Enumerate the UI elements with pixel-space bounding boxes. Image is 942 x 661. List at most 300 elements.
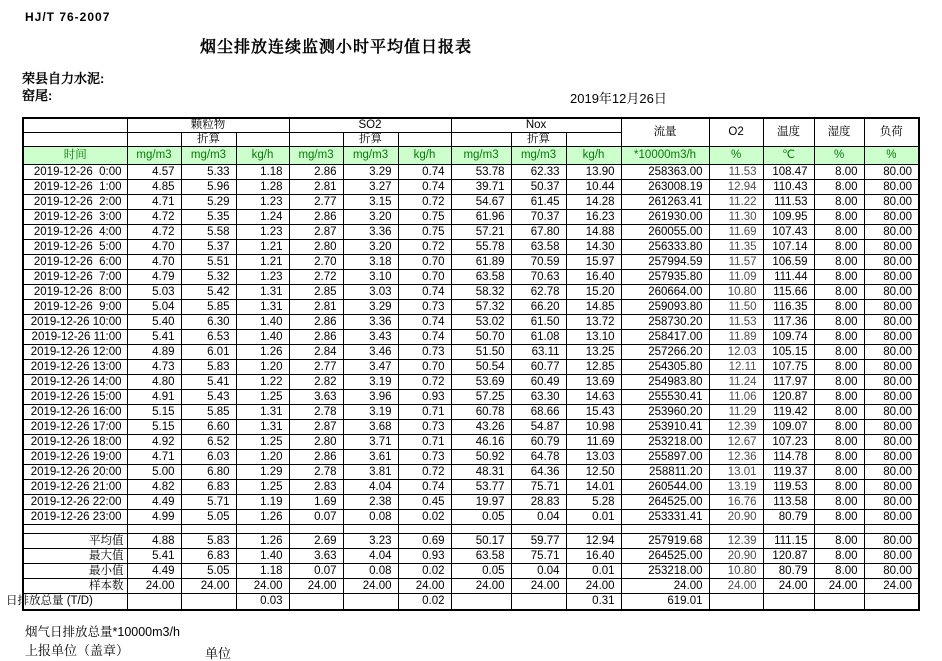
cell-so2_mg_m3: 2.81: [289, 300, 343, 315]
cell-load: 80.00: [864, 534, 919, 549]
cell-nox_mg_m3: 53.02: [451, 315, 511, 330]
cell-temperature: 120.87: [763, 549, 814, 564]
cell-temperature: 114.78: [763, 450, 814, 465]
flue-gas-total-label: 烟气日排放总量*10000m3/h: [25, 625, 180, 639]
cell-nox_mg_m3: 53.78: [451, 165, 511, 180]
cell-pm_converted_mg_m3: 5.85: [181, 300, 236, 315]
cell-temperature: 119.42: [763, 405, 814, 420]
cell-pm_converted_mg_m3: 5.35: [181, 210, 236, 225]
cell-load: 80.00: [864, 330, 919, 345]
cell-so2_kg_h: 0.71: [398, 405, 451, 420]
cell-pm_converted_mg_m3: 6.80: [181, 465, 236, 480]
cell-temperature: 24.00: [763, 579, 814, 594]
cell-so2_mg_m3: 2.72: [289, 270, 343, 285]
cell-pm_mg_m3: 5.15: [127, 405, 181, 420]
cell-nox_mg_m3: 39.71: [451, 180, 511, 195]
cell-nox_kg_h: 13.72: [566, 315, 621, 330]
cell-o2: 12.67: [709, 435, 763, 450]
cell-nox_mg_m3: 60.78: [451, 405, 511, 420]
cell-so2_mg_m3: 0.07: [289, 510, 343, 525]
cell-pm_kg_h: 1.26: [236, 510, 289, 525]
cell-so2_mg_m3: 2.81: [289, 180, 343, 195]
cell-so2_mg_m3: 2.82: [289, 375, 343, 390]
units-row: [23, 147, 919, 165]
cell-pm_kg_h: 24.00: [236, 579, 289, 594]
table-row: [23, 195, 919, 210]
cell-o2: 12.11: [709, 360, 763, 375]
cell-time: 2019-12-26 5:00: [23, 240, 127, 255]
cell-humidity: 8.00: [814, 435, 864, 450]
unit-pm-kgh: kg/h: [236, 147, 289, 165]
cell-so2_mg_m3: 2.86: [289, 450, 343, 465]
unit-pm-mg: mg/m3: [127, 147, 181, 165]
cell-load: 80.00: [864, 165, 919, 180]
table-row: [23, 465, 919, 480]
cell-so2_kg_h: 0.70: [398, 360, 451, 375]
cell-humidity: 8.00: [814, 225, 864, 240]
cell-so2_mg_m3: 2.86: [289, 315, 343, 330]
cell-o2: 11.53: [709, 165, 763, 180]
cell-pm_kg_h: 1.28: [236, 180, 289, 195]
cell-pm_mg_m3: [127, 594, 181, 611]
cell-load: 80.00: [864, 240, 919, 255]
table-row: [23, 495, 919, 510]
cell-pm_kg_h: 1.26: [236, 345, 289, 360]
cell-nox_kg_h: 15.43: [566, 405, 621, 420]
table-row: [23, 330, 919, 345]
cell-pm_kg_h: 1.40: [236, 549, 289, 564]
cell-so2_mg_m3: 2.69: [289, 534, 343, 549]
cell-nox_kg_h: 0.01: [566, 564, 621, 579]
table-row: [23, 360, 919, 375]
cell-o2: 10.80: [709, 285, 763, 300]
cell-pm_kg_h: 1.25: [236, 390, 289, 405]
cell-nox_converted_mg_m3: 61.50: [511, 315, 566, 330]
cell-nox_converted_mg_m3: 64.36: [511, 465, 566, 480]
cell-time: 2019-12-26 4:00: [23, 225, 127, 240]
cell-humidity: 8.00: [814, 300, 864, 315]
cell-nox_mg_m3: 50.54: [451, 360, 511, 375]
cell-nox_kg_h: 14.28: [566, 195, 621, 210]
empty-cell: [451, 133, 511, 147]
cell-so2_mg_m3: 2.77: [289, 195, 343, 210]
table-row: [23, 375, 919, 390]
cell-pm_kg_h: 1.20: [236, 360, 289, 375]
cell-so2_converted_mg_m3: 2.38: [343, 495, 398, 510]
cell-nox_mg_m3: 51.50: [451, 345, 511, 360]
cell-temperature: 117.97: [763, 375, 814, 390]
cell-so2_kg_h: 24.00: [398, 579, 451, 594]
cell-nox_mg_m3: 50.92: [451, 450, 511, 465]
cell-pm_kg_h: 1.40: [236, 315, 289, 330]
cell-nox_mg_m3: 57.25: [451, 390, 511, 405]
cell-time: 2019-12-26 7:00: [23, 270, 127, 285]
cell-time: 2019-12-26 11:00: [23, 330, 127, 345]
cell-pm_kg_h: 1.29: [236, 465, 289, 480]
cell-time: 2019-12-26 6:00: [23, 255, 127, 270]
cell-nox_converted_mg_m3: 63.58: [511, 240, 566, 255]
cell-temperature: 107.23: [763, 435, 814, 450]
cell-so2_converted_mg_m3: 3.27: [343, 180, 398, 195]
cell-so2_kg_h: 0.73: [398, 300, 451, 315]
cell-pm_converted_mg_m3: 6.30: [181, 315, 236, 330]
cell-time: 2019-12-26 17:00: [23, 420, 127, 435]
summary-row-label: 最小值: [23, 564, 127, 579]
cell-nox_converted_mg_m3: 70.59: [511, 255, 566, 270]
cell-humidity: 8.00: [814, 405, 864, 420]
cell-pm_mg_m3: 4.92: [127, 435, 181, 450]
cell-load: 80.00: [864, 285, 919, 300]
cell-temperature: 120.87: [763, 390, 814, 405]
cell-flow: 254305.80: [621, 360, 709, 375]
cell-nox_converted_mg_m3: 63.11: [511, 345, 566, 360]
cell-pm_kg_h: 1.23: [236, 225, 289, 240]
cell-nox_converted_mg_m3: 75.71: [511, 549, 566, 564]
header-so2: SO2: [289, 118, 451, 133]
cell-pm_converted_mg_m3: 6.03: [181, 450, 236, 465]
cell-nox_kg_h: 13.90: [566, 165, 621, 180]
cell-pm_mg_m3: 5.41: [127, 549, 181, 564]
company-name: 荣县自力水泥:: [22, 71, 105, 86]
cell-so2_mg_m3: 2.86: [289, 210, 343, 225]
cell-humidity: 8.00: [814, 360, 864, 375]
cell-nox_converted_mg_m3: 54.87: [511, 420, 566, 435]
cell-so2_mg_m3: 2.78: [289, 405, 343, 420]
cell-so2_kg_h: 0.45: [398, 495, 451, 510]
cell-so2_converted_mg_m3: 3.36: [343, 225, 398, 240]
cell-so2_converted_mg_m3: 3.03: [343, 285, 398, 300]
cell-o2: 20.90: [709, 510, 763, 525]
table-row: [23, 420, 919, 435]
cell-nox_converted_mg_m3: 70.63: [511, 270, 566, 285]
cell-load: 80.00: [864, 195, 919, 210]
cell-nox_kg_h: 24.00: [566, 579, 621, 594]
empty-cell: [289, 133, 343, 147]
header-time: 时间: [23, 147, 127, 165]
table-row: [23, 345, 919, 360]
cell-pm_mg_m3: 4.85: [127, 180, 181, 195]
cell-so2_kg_h: 0.75: [398, 225, 451, 240]
cell-temperature: 109.95: [763, 210, 814, 225]
cell-o2: 20.90: [709, 549, 763, 564]
cell-nox_kg_h: 15.20: [566, 285, 621, 300]
cell-pm_mg_m3: 5.04: [127, 300, 181, 315]
cell-so2_converted_mg_m3: 3.19: [343, 405, 398, 420]
cell-so2_converted_mg_m3: 0.08: [343, 510, 398, 525]
cell-so2_kg_h: 0.74: [398, 165, 451, 180]
cell-pm_converted_mg_m3: 6.52: [181, 435, 236, 450]
cell-temperature: 80.79: [763, 564, 814, 579]
cell-flow: 257935.80: [621, 270, 709, 285]
table-row: [23, 435, 919, 450]
cell-flow: 253331.41: [621, 510, 709, 525]
cell-humidity: 8.00: [814, 480, 864, 495]
cell-so2_kg_h: 0.93: [398, 549, 451, 564]
cell-nox_kg_h: 14.85: [566, 300, 621, 315]
cell-nox_converted_mg_m3: 64.78: [511, 450, 566, 465]
cell-so2_converted_mg_m3: 3.19: [343, 375, 398, 390]
cell-so2_converted_mg_m3: 3.43: [343, 330, 398, 345]
cell-pm_converted_mg_m3: 6.83: [181, 549, 236, 564]
cell-pm_kg_h: 1.25: [236, 435, 289, 450]
cell-nox_converted_mg_m3: 60.79: [511, 435, 566, 450]
cell-pm_converted_mg_m3: 5.51: [181, 255, 236, 270]
cell-so2_mg_m3: 2.70: [289, 255, 343, 270]
cell-nox_kg_h: 14.30: [566, 240, 621, 255]
cell-flow: 254983.80: [621, 375, 709, 390]
table-row: [23, 450, 919, 465]
cell-pm_kg_h: 1.31: [236, 300, 289, 315]
cell-temperature: 107.75: [763, 360, 814, 375]
cell-temperature: 108.47: [763, 165, 814, 180]
cell-nox_converted_mg_m3: 67.80: [511, 225, 566, 240]
cell-time: 2019-12-26 16:00: [23, 405, 127, 420]
cell-o2: 11.50: [709, 300, 763, 315]
cell-o2: 11.35: [709, 240, 763, 255]
cell-nox_kg_h: 12.94: [566, 534, 621, 549]
cell-flow: 260544.00: [621, 480, 709, 495]
cell-so2_mg_m3: 1.69: [289, 495, 343, 510]
table-row: [23, 240, 919, 255]
cell-humidity: 8.00: [814, 165, 864, 180]
cell-nox_kg_h: 13.69: [566, 375, 621, 390]
cell-time: 2019-12-26 1:00: [23, 180, 127, 195]
cell-nox_mg_m3: 53.69: [451, 375, 511, 390]
cell-load: 24.00: [864, 579, 919, 594]
cell-so2_mg_m3: 0.07: [289, 564, 343, 579]
cell-nox_kg_h: 14.63: [566, 390, 621, 405]
cell-flow: 258417.00: [621, 330, 709, 345]
cell-temperature: 109.07: [763, 420, 814, 435]
cell-o2: 13.01: [709, 465, 763, 480]
cell-load: 80.00: [864, 225, 919, 240]
cell-nox_converted_mg_m3: 70.37: [511, 210, 566, 225]
cell-so2_kg_h: 0.72: [398, 375, 451, 390]
spacer-row: [23, 525, 919, 534]
cell-so2_mg_m3: 24.00: [289, 579, 343, 594]
cell-pm_mg_m3: 4.80: [127, 375, 181, 390]
daily-total-label-cell: [6, 594, 127, 611]
cell-so2_converted_mg_m3: 3.47: [343, 360, 398, 375]
cell-flow: 253910.41: [621, 420, 709, 435]
cell-humidity: 8.00: [814, 564, 864, 579]
cell-nox_mg_m3: 61.89: [451, 255, 511, 270]
table-row: [23, 225, 919, 240]
cell-nox_mg_m3: 46.16: [451, 435, 511, 450]
cell-flow: 24.00: [621, 579, 709, 594]
table-row: [23, 315, 919, 330]
cell-temperature: 109.74: [763, 330, 814, 345]
cell-nox_kg_h: 0.01: [566, 510, 621, 525]
empty-cell: [236, 133, 289, 147]
cell-so2_converted_mg_m3: 3.20: [343, 240, 398, 255]
cell-so2_kg_h: 0.73: [398, 345, 451, 360]
cell-pm_mg_m3: 24.00: [127, 579, 181, 594]
cell-pm_mg_m3: 5.03: [127, 285, 181, 300]
cell-so2_mg_m3: 2.85: [289, 285, 343, 300]
cell-load: 80.00: [864, 210, 919, 225]
cell-time: 2019-12-26 0:00: [23, 165, 127, 180]
cell-pm_converted_mg_m3: 5.42: [181, 285, 236, 300]
cell-so2_kg_h: 0.72: [398, 240, 451, 255]
cell-so2_converted_mg_m3: 3.68: [343, 420, 398, 435]
cell-flow: 253960.20: [621, 405, 709, 420]
summary-row-label: 平均值: [23, 534, 127, 549]
cell-load: 80.00: [864, 300, 919, 315]
cell-pm_mg_m3: 5.40: [127, 315, 181, 330]
cell-load: 80.00: [864, 450, 919, 465]
cell-pm_kg_h: 1.40: [236, 330, 289, 345]
cell-o2: 11.53: [709, 315, 763, 330]
cell-o2: 11.69: [709, 225, 763, 240]
cell-nox_mg_m3: [451, 594, 511, 611]
cell-humidity: 8.00: [814, 390, 864, 405]
cell-so2_kg_h: 0.73: [398, 450, 451, 465]
cell-pm_mg_m3: 4.89: [127, 345, 181, 360]
cell-nox_mg_m3: 63.58: [451, 270, 511, 285]
cell-flow: 261263.41: [621, 195, 709, 210]
table-row: [23, 405, 919, 420]
cell-o2: 11.57: [709, 255, 763, 270]
cell-nox_kg_h: 12.85: [566, 360, 621, 375]
cell-o2: 12.03: [709, 345, 763, 360]
summary-row: [23, 534, 919, 549]
cell-time: 2019-12-26 10:00: [23, 315, 127, 330]
cell-so2_converted_mg_m3: 3.46: [343, 345, 398, 360]
cell-humidity: 8.00: [814, 270, 864, 285]
cell-pm_kg_h: 1.21: [236, 240, 289, 255]
table-row: [23, 270, 919, 285]
cell-so2_converted_mg_m3: 3.81: [343, 465, 398, 480]
cell-nox_kg_h: 5.28: [566, 495, 621, 510]
cell-time: 2019-12-26 15:00: [23, 390, 127, 405]
cell-temperature: 115.66: [763, 285, 814, 300]
cell-so2_mg_m3: 2.77: [289, 360, 343, 375]
cell-pm_kg_h: 1.18: [236, 564, 289, 579]
cell-humidity: 8.00: [814, 285, 864, 300]
cell-o2: 12.39: [709, 420, 763, 435]
cell-nox_converted_mg_m3: 63.30: [511, 390, 566, 405]
cell-o2: 11.09: [709, 270, 763, 285]
cell-so2_kg_h: 0.93: [398, 390, 451, 405]
header-load: 负荷: [864, 118, 919, 147]
unit-so2-mg: mg/m3: [289, 147, 343, 165]
cell-nox_kg_h: 14.01: [566, 480, 621, 495]
cell-humidity: 8.00: [814, 330, 864, 345]
cell-flow: 257266.20: [621, 345, 709, 360]
cell-pm_converted_mg_m3: 5.37: [181, 240, 236, 255]
cell-temperature: 105.15: [763, 345, 814, 360]
cell-so2_mg_m3: 2.87: [289, 225, 343, 240]
cell-nox_mg_m3: 48.31: [451, 465, 511, 480]
cell-humidity: 8.00: [814, 255, 864, 270]
cell-nox_kg_h: 0.31: [566, 594, 621, 611]
cell-load: 80.00: [864, 180, 919, 195]
cell-nox_converted_mg_m3: 0.04: [511, 510, 566, 525]
daily-total-body: [6, 594, 919, 611]
monitoring-point: 窑尾:: [22, 88, 53, 103]
cell-nox_kg_h: 14.88: [566, 225, 621, 240]
summary-row: [23, 579, 919, 594]
empty-cell: [23, 133, 127, 147]
cell-humidity: 8.00: [814, 534, 864, 549]
empty-cell: [398, 133, 451, 147]
cell-so2_kg_h: 0.69: [398, 534, 451, 549]
cell-o2: 10.80: [709, 564, 763, 579]
cell-so2_converted_mg_m3: 3.29: [343, 165, 398, 180]
cell-flow: 261930.00: [621, 210, 709, 225]
cell-temperature: 119.53: [763, 480, 814, 495]
cell-so2_kg_h: 0.74: [398, 480, 451, 495]
cell-pm_kg_h: 1.25: [236, 480, 289, 495]
cell-humidity: 8.00: [814, 240, 864, 255]
cell-nox_mg_m3: 58.32: [451, 285, 511, 300]
cell-nox_converted_mg_m3: 50.37: [511, 180, 566, 195]
cell-so2_converted_mg_m3: 3.96: [343, 390, 398, 405]
cell-pm_kg_h: 1.24: [236, 210, 289, 225]
cell-so2_kg_h: 0.71: [398, 435, 451, 450]
cell-so2_kg_h: 0.02: [398, 564, 451, 579]
cell-nox_converted_mg_m3: 68.66: [511, 405, 566, 420]
cell-o2: 16.76: [709, 495, 763, 510]
cell-load: 80.00: [864, 315, 919, 330]
header-nox: Nox: [451, 118, 621, 133]
cell-pm_converted_mg_m3: 5.05: [181, 564, 236, 579]
cell-pm_mg_m3: 4.88: [127, 534, 181, 549]
cell-so2_converted_mg_m3: 3.23: [343, 534, 398, 549]
cell-nox_converted_mg_m3: 60.77: [511, 360, 566, 375]
cell-o2: 11.06: [709, 390, 763, 405]
empty-cell: [23, 118, 127, 133]
header-flow: 流量: [621, 118, 709, 147]
unit-humidity-pct: %: [814, 147, 864, 165]
table-row: [23, 210, 919, 225]
cell-time: 2019-12-26 22:00: [23, 495, 127, 510]
cell-load: 80.00: [864, 375, 919, 390]
cell-pm_kg_h: 1.18: [236, 165, 289, 180]
cell-so2_kg_h: 0.72: [398, 195, 451, 210]
cell-so2_converted_mg_m3: 3.61: [343, 450, 398, 465]
cell-nox_mg_m3: 0.05: [451, 510, 511, 525]
cell-o2: 11.30: [709, 210, 763, 225]
cell-o2: 11.24: [709, 375, 763, 390]
header-temperature: 温度: [763, 118, 814, 147]
unit-flow: *10000m3/h: [621, 147, 709, 165]
cell-time: 2019-12-26 18:00: [23, 435, 127, 450]
cell-nox_kg_h: 15.97: [566, 255, 621, 270]
cell-nox_mg_m3: 53.77: [451, 480, 511, 495]
cell-so2_converted_mg_m3: 3.10: [343, 270, 398, 285]
cell-nox_converted_mg_m3: 66.20: [511, 300, 566, 315]
cell-nox_converted_mg_m3: 24.00: [511, 579, 566, 594]
cell-time: 2019-12-26 14:00: [23, 375, 127, 390]
cell-so2_converted_mg_m3: 3.15: [343, 195, 398, 210]
cell-so2_mg_m3: 2.86: [289, 165, 343, 180]
cell-pm_converted_mg_m3: 5.85: [181, 405, 236, 420]
cell-humidity: 8.00: [814, 180, 864, 195]
cell-flow: 255530.41: [621, 390, 709, 405]
cell-load: 80.00: [864, 345, 919, 360]
cell-pm_converted_mg_m3: 5.32: [181, 270, 236, 285]
cell-so2_kg_h: 0.73: [398, 420, 451, 435]
cell-so2_mg_m3: 2.80: [289, 240, 343, 255]
cell-nox_mg_m3: 57.21: [451, 225, 511, 240]
cell-flow: 253218.00: [621, 564, 709, 579]
cell-flow: 260055.00: [621, 225, 709, 240]
cell-pm_converted_mg_m3: 6.83: [181, 480, 236, 495]
cell-humidity: 8.00: [814, 549, 864, 564]
hourly-average-table: [6, 117, 920, 611]
